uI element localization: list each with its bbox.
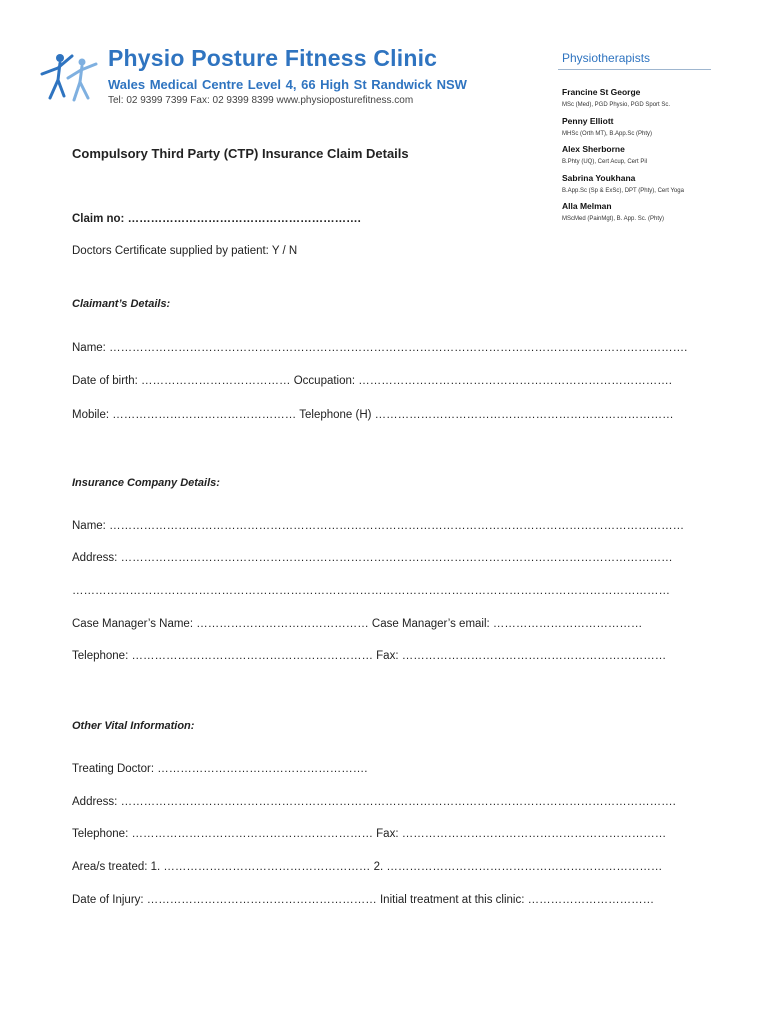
physio-qualification: B.Phty (UQ), Cert Acup, Cert Pil (562, 159, 648, 165)
clinic-contact: Tel: 02 9399 7399 Fax: 02 9399 8399 www.physioposturefitness.com (108, 95, 414, 106)
treating-doctor-field[interactable]: Treating Doctor: ………………………………………………. (72, 763, 368, 775)
clinic-address: Wales Medical Centre Level 4, 66 High St Randwick NSW (108, 77, 467, 92)
insurance-telephone-fax-field[interactable]: Telephone: ……………………………………………………… Fax: …………………………………………………………… (72, 650, 667, 662)
physio-name: Sabrina Youkhana (562, 173, 636, 183)
date-of-injury-field[interactable]: Date of Injury: …………………………………………………… Initial treatment at this clinic: …………………………… (72, 894, 655, 906)
physio-name: Francine St George (562, 87, 641, 97)
clinic-name: Physio Posture Fitness Clinic (108, 45, 438, 71)
insurance-address-field[interactable]: Address: ……………………………………………………………………………………………………………………………… (72, 552, 673, 564)
case-manager-field[interactable]: Case Manager’s Name: ……………………………………… Case Manager’s email: ………………………………… (72, 618, 643, 630)
physio-qualification: MScMed (PainMgt), B. App. Sc. (Phty) (562, 216, 665, 222)
physio-name: Alex Sherborne (562, 144, 625, 154)
other-info-heading: Other Vital Information: (72, 720, 195, 732)
physio-qualification: MHSc (Orth MT), B.App.Sc (Phty) (562, 131, 653, 137)
dancing-figures-logo (38, 48, 104, 106)
physio-qualification: MSc (Med), PGD Physio, PGD Sport Sc. (562, 102, 671, 108)
physio-qualification: B.App.Sc (Sp & ExSc), DPT (Phty), Cert Yoga (562, 188, 684, 194)
physio-name: Penny Elliott (562, 116, 614, 126)
areas-treated-field[interactable]: Area/s treated: 1. ……………………………………………… 2. ……………………………………………………………… (72, 861, 663, 873)
doctors-certificate-field[interactable]: Doctors Certificate supplied by patient: Y / N (72, 245, 298, 257)
claimant-name-field[interactable]: Name: ……………………………………………………………………………………………………………………………………. (72, 342, 688, 354)
physiotherapists-heading: Physiotherapists (562, 51, 651, 65)
doctor-address-field[interactable]: Address: ………………………………………………………………………………………………………………………………. (72, 796, 676, 808)
mobile-telephone-field[interactable]: Mobile: ………………………………………… Telephone (H) …………………………………………………………………… (72, 409, 674, 421)
insurance-details-heading: Insurance Company Details: (72, 477, 220, 489)
insurance-name-field[interactable]: Name: …………………………………………………………………………………………………………………………………… (72, 520, 685, 532)
claimant-details-heading: Claimant’s Details: (72, 298, 171, 310)
insurance-address-line2[interactable]: ………………………………………………………………………………………………………………………………………… (72, 585, 670, 597)
physio-name: Alla Melman (562, 201, 612, 211)
divider (558, 69, 711, 70)
form-title: Compulsory Third Party (CTP) Insurance Claim Details (72, 146, 409, 161)
dob-occupation-field[interactable]: Date of birth: ………………………………… Occupation: ………………………………………………………………………. (72, 375, 672, 387)
doctor-telephone-fax-field[interactable]: Telephone: ……………………………………………………… Fax: …………………………………………………………… (72, 828, 667, 840)
claim-number-field[interactable]: Claim no: ……………………………………………………. (72, 213, 361, 225)
